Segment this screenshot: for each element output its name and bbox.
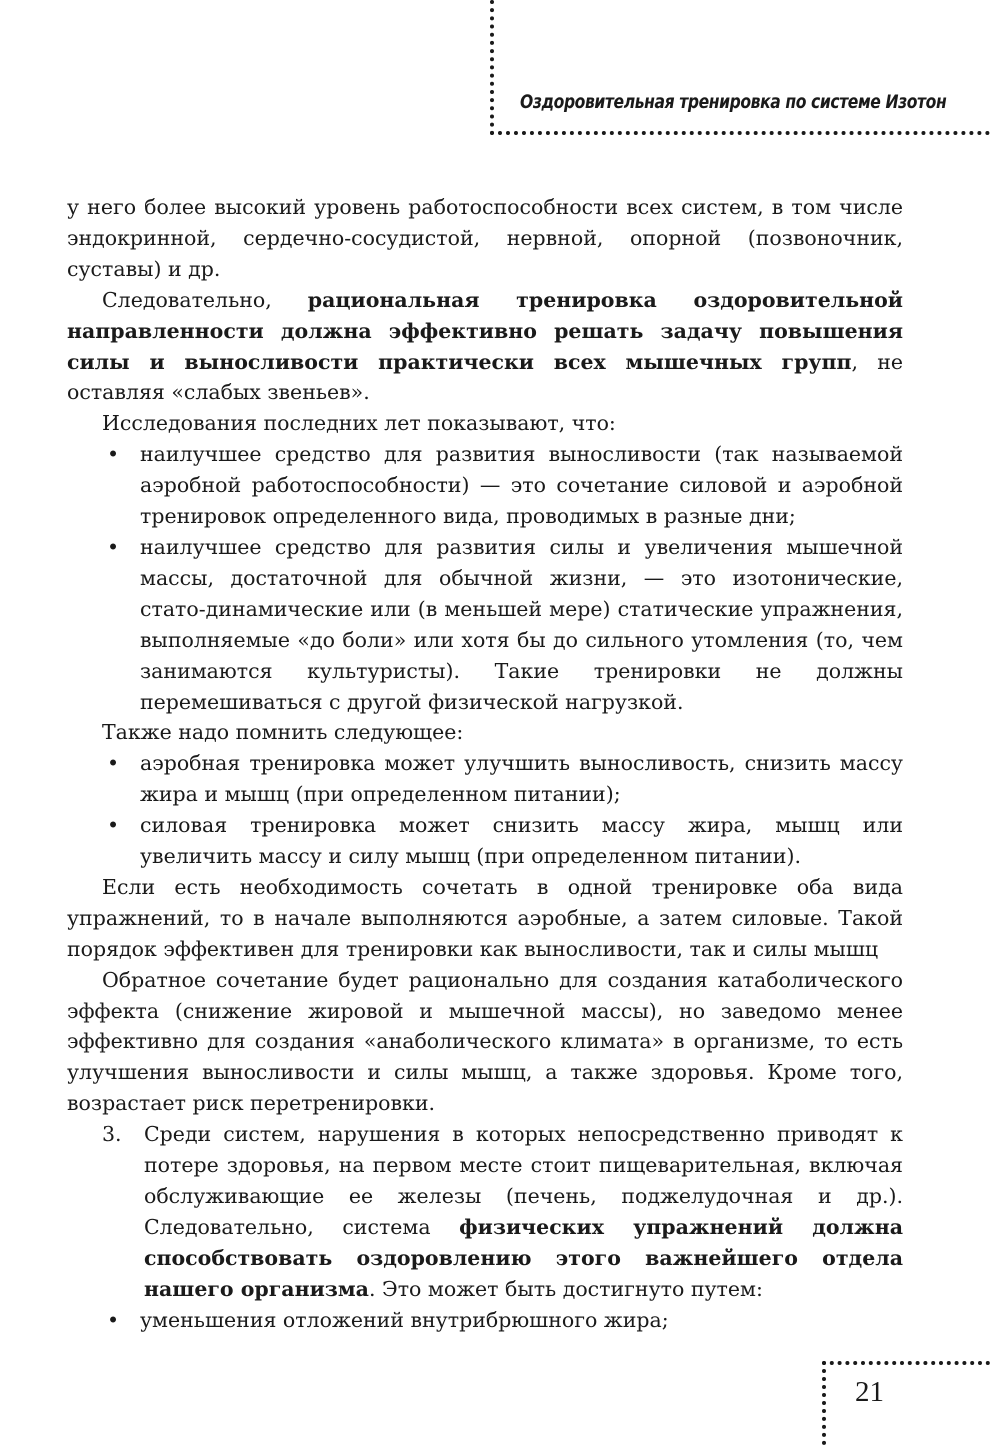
list-item: • аэробная тренировка может улучшить выносливость, снизить массу жира и мышц (при определенном питании); [67,748,903,810]
emphasis-text: рациональная тренировка оздоровительной направленности должна эффективно решать задачу повышения силы и выносливости практически всех мышечных групп [67,287,903,374]
running-header-title: Оздоровительная тренировка по системе Изотон [520,91,947,113]
bullet-icon: • [107,813,120,838]
paragraph: Также надо помнить следующее: [102,720,464,745]
header-vertical-dots [490,0,494,135]
bullet-icon: • [107,442,120,467]
paragraph: Исследования последних лет показывают, что: [102,411,616,436]
paragraph: Следовательно, рациональная тренировка оздоровительной направленности должна эффективно решать задачу повышения силы и выносливости практически всех мышечных групп, не оставляя «слабых звеньев». [67,287,904,405]
page-body [67,192,903,1336]
list-item: • уменьшения отложений внутрибрюшного жира; [67,1305,903,1336]
header-horizontal-dots [490,131,990,135]
bullet-icon: • [107,1307,120,1332]
paragraph: у него более высокий уровень работоспособности всех систем, в том числе эндокринной, сердечно-сосудистой, нервной, опорной (позвоночник, суставы) и др. [67,195,903,281]
list-item: • силовая тренировка может снизить массу жира, мышц или увеличить массу и силу мышц (при определенном питании). [67,810,903,872]
emphasis-text: физических упражнений должна способствовать оздоровлению этого важнейшего отдела нашего организма [144,1214,903,1301]
footer-horizontal-dots [822,1361,990,1365]
page-number: 21 [855,1376,884,1408]
bullet-icon: • [107,751,120,776]
paragraph: Обратное сочетание будет рационально для создания катаболического эффекта (снижение жировой и мышечной массы), но заведомо менее эффективно для создания «анаболического климата» в организме, то есть улучшения выносливости и силы мышц, а также здоровья. Кроме того, возрастает риск перетренировки. [67,967,903,1116]
footer-vertical-dots [822,1361,826,1445]
paragraph: Если есть необходимость сочетать в одной тренировке оба вида упражнений, то в начале выполняются аэробные, а затем силовые. Такой порядок эффективен для тренировки как выносливости, так и силы мышц [67,874,903,961]
list-item: • наилучшее средство для развития силы и увеличения мышечной массы, достаточной для обычной жизни, — это изотонические, стато-динамические или (в меньшей мере) статические упражнения, выполняемые «до боли» или хотя бы до сильного утомления (то, чем занимаются культуристы). Такие тренировки не должны перемешиваться с другой физической нагрузкой. [67,532,903,717]
item-number: 3. [102,1122,122,1147]
numbered-item: 3. Среди систем, нарушения в которых непосредственно приводят к потере здоровья, на первом месте стоит пищеварительная, включая обслуживающие ее железы (печень, поджелудочная и др.). Следовательно, система физических упражнений должна способствовать оздоровлению этого важнейшего отдела нашего организма. Это может быть достигнуто путем: [67,1119,903,1304]
list-item: • наилучшее средство для развития выносливости (так называемой аэробной работоспособности) — это сочетание силовой и аэробной тренировок определенного вида, проводимых в разные дни; [67,439,903,532]
bullet-icon: • [107,534,120,559]
